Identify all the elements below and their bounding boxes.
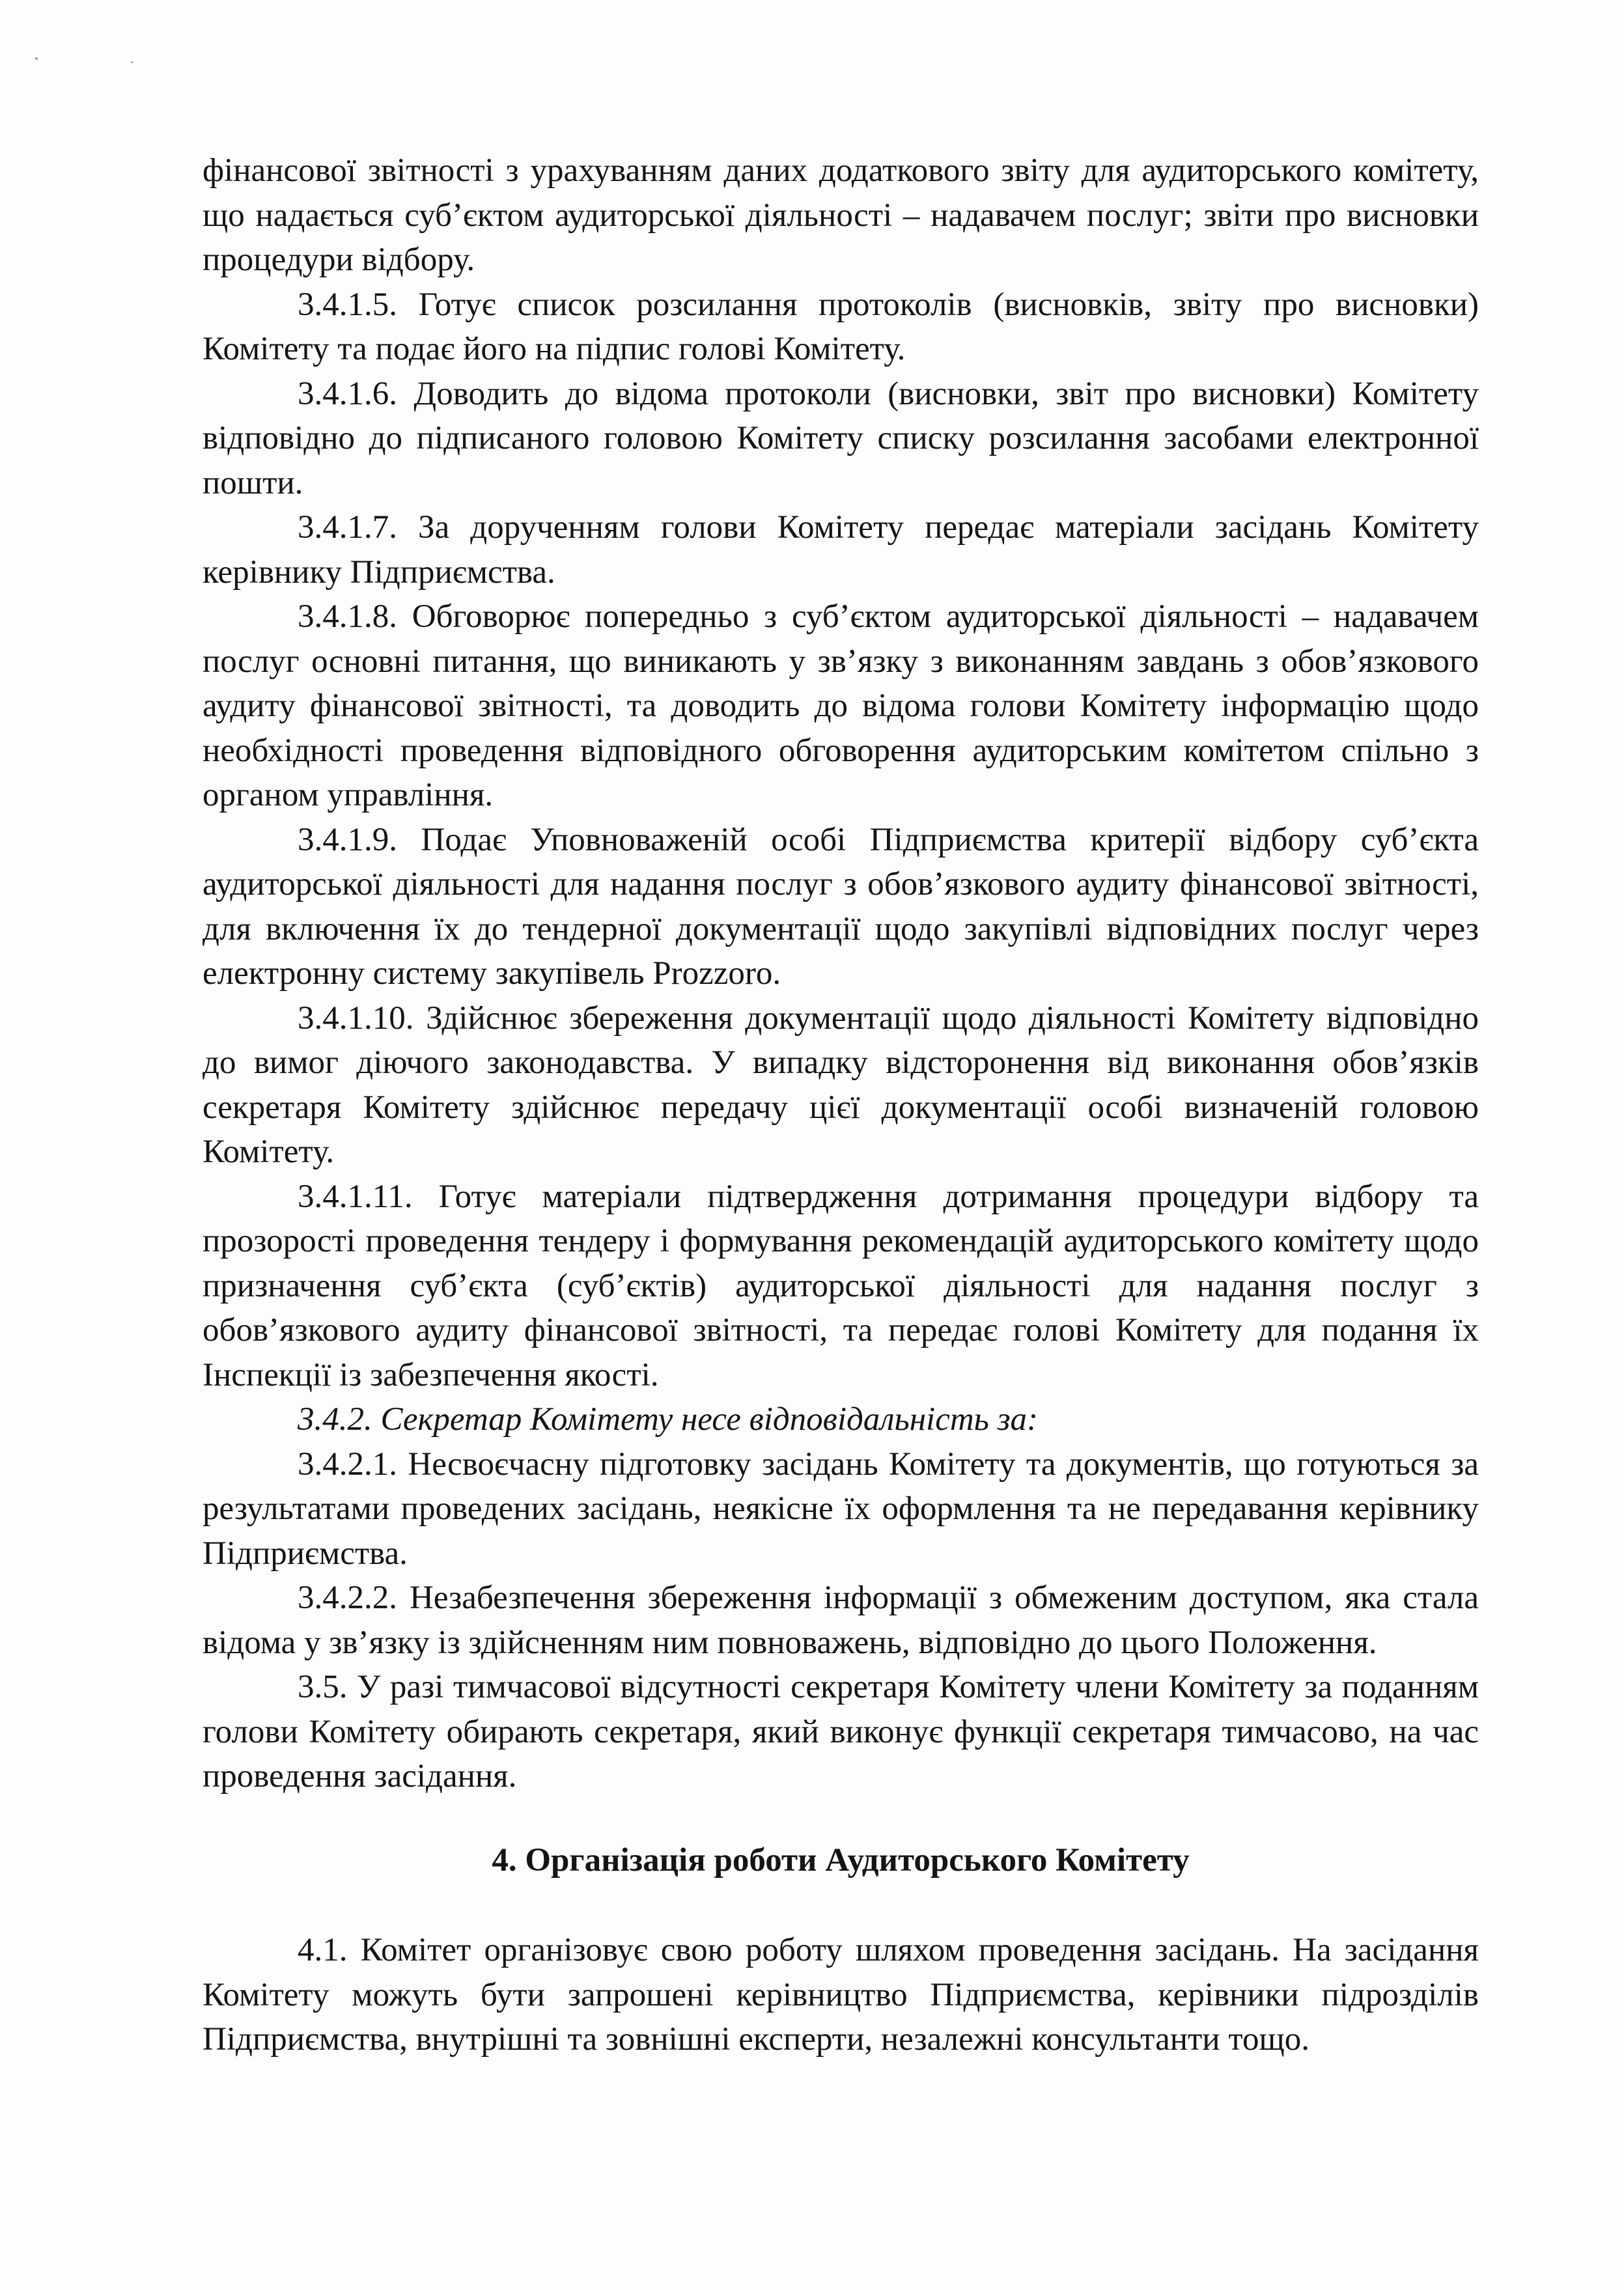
paragraph-3-4-1-9: 3.4.1.9. Подає Уповноваженій особі Підприємства критерії відбору суб’єкта аудиторської діяльності для надання послуг з обов’язкового аудиту фінансової звітності, для включення їх до тендерної документації щодо закупівлі відповідних послуг через електронну систему закупівель Prozzoro. [203, 821, 1479, 992]
scan-speck [35, 57, 38, 60]
document-body [203, 148, 1479, 2062]
paragraph-3-5: 3.5. У разі тимчасової відсутності секретаря Комітету члени Комітету за поданням голови Комітету обирають секретаря, який виконує функції секретаря тимчасово, на час проведення засідання. [203, 1669, 1479, 1794]
section-heading: 4. Організація роботи Аудиторського Комітету [492, 1841, 1190, 1878]
paragraph-3-4-1-10: 3.4.1.10. Здійснює збереження документації щодо діяльності Комітету відповідно до вимог діючого законодавства. У випадку відсторонення від виконання обов’язків секретаря Комітету здійснює передачу цієї документації особі визначеній головою Комітету. [203, 999, 1479, 1170]
paragraph-3-4-1-6: 3.4.1.6. Доводить до відома протоколи (висновки, звіт про висновки) Комітету відповідно до підписаного головою Комітету списку розсилання засобами електронної пошти. [203, 375, 1479, 501]
paragraph-3-4-1-7: 3.4.1.7. За дорученням голови Комітету передає матеріали засідань Комітету керівнику Підприємства. [203, 509, 1479, 591]
paragraph-3-4-2-1: 3.4.2.1. Несвоєчасну підготовку засідань Комітету та документів, що готуються за результатами проведених засідань, неякісне їх оформлення та не передавання керівнику Підприємства. [203, 1445, 1479, 1572]
paragraph-4-1: 4.1. Комітет організовує свою роботу шляхом проведення засідань. На засідання Комітету можуть бути запрошені керівництво Підприємства, керівники підрозділів Підприємства, внутрішні та зовнішні експерти, незалежні консультанти тощо. [203, 1932, 1479, 2058]
paragraph-3-4-2: 3.4.2. Секретар Комітету несе відповідальність за: [298, 1401, 1039, 1438]
scan-speck [131, 61, 133, 63]
paragraph-3-4-1-5: 3.4.1.5. Готує список розсилання протоколів (висновків, звіту про висновки) Комітету та подає його на підпис голові Комітету. [203, 286, 1479, 367]
paragraph-3-4-1-8: 3.4.1.8. Обговорює попередньо з суб’єктом аудиторської діяльності – надавачем послуг основні питання, що виникають у зв’язку з виконанням завдань з обов’язкового аудиту фінансової звітності, та доводить до відома голови Комітету інформацію щодо необхідності проведення відповідного обговорення аудиторським комітетом спільно з органом управління. [203, 598, 1479, 813]
paragraph-3-4-1-11: 3.4.1.11. Готує матеріали підтвердження дотримання процедури відбору та прозорості проведення тендеру і формування рекомендацій аудиторського комітету щодо призначення суб’єкта (суб’єктів) аудиторської діяльності для надання послуг з обов’язкового аудиту фінансової звітності, та передає голові Комітету для подання їх Інспекції із забезпечення якості. [203, 1178, 1479, 1393]
paragraph-3-4-2-2: 3.4.2.2. Незабезпечення збереження інформації з обмеженим доступом, яка стала відома у зв’язку із здійсненням ним повноважень, відповідно до цього Положення. [203, 1580, 1479, 1661]
paragraph-continuation: фінансової звітності з урахуванням даних додаткового звіту для аудиторського комітету, що надається суб’єктом аудиторської діяльності – надавачем послуг; звіти про висновки процедури відбору. [203, 152, 1479, 278]
